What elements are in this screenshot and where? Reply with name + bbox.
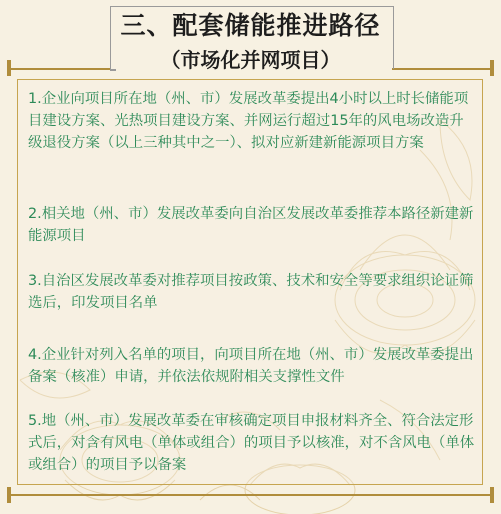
step-1-text: 1.企业向项目所在地（州、市）发展改革委提出4小时以上时长储能项目建设方案、光热项目建设方案、并网运行超过15年的风电场改造升级退役方案（以上三种其中之一）、拟对应新建新能源项目方案: [28, 91, 469, 151]
bottom-right-gold-corner: [490, 487, 494, 503]
step-2-text: 2.相关地（州、市）发展改革委向自治区发展改革委推荐本路径新建新能源项目: [28, 206, 474, 244]
bottom-gold-line: [7, 494, 494, 496]
content-box: [17, 79, 483, 485]
step-4-text: 4.企业针对列入名单的项目，向项目所在地（州、市）发展改革委提出备案（核准）申请，并依法依规附相关支撑性文件: [28, 347, 474, 385]
page-title: 三、配套储能推进路径: [120, 11, 381, 40]
page-subtitle: （市场化并网项目）: [160, 48, 341, 72]
step-3-text: 3.自治区发展改革委对推荐项目按政策、技术和安全等要求组织论证筛选后，印发项目名单: [28, 273, 474, 311]
title-block: [0, 0, 501, 72]
step-5-text: 5.地（州、市）发展改革委在审核确定项目申报材料齐全、符合法定形式后，对含有风电（单体或组合）的项目予以核准，对不含风电（单体或组合）的项目予以备案: [28, 413, 475, 473]
bottom-left-gold-corner: [7, 487, 11, 503]
